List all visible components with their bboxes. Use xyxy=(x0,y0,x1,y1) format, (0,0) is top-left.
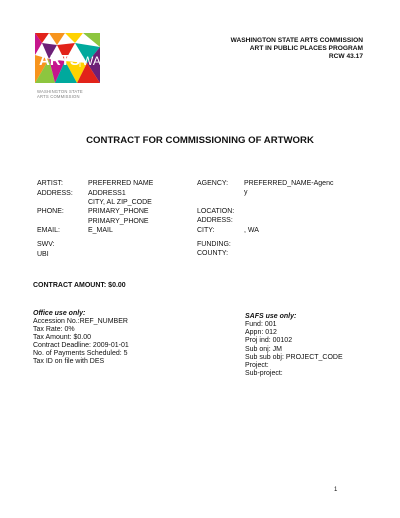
logo-caption-line2: ARTS COMMISSION xyxy=(37,94,80,99)
safs-line: Sub onj: JM xyxy=(245,346,282,353)
safs-line: Project: xyxy=(245,362,269,369)
contract-amount: CONTRACT AMOUNT: $0.00 xyxy=(33,282,126,289)
phone-label: PHONE: xyxy=(37,208,64,215)
phone-value-line2: PRIMARY_PHONE xyxy=(88,218,149,225)
email-value: E_MAIL xyxy=(88,227,113,234)
safs-line: Sub-project: xyxy=(245,370,283,377)
office-line: Tax Rate: 0% xyxy=(33,326,75,333)
artist-value: PREFERRED NAME xyxy=(88,180,154,187)
safs-line: Appn: 012 xyxy=(245,329,277,336)
address-value-line1: ADDRESS1 xyxy=(88,190,126,197)
office-line: Tax Amount: $0.00 xyxy=(33,334,91,341)
address-value-line2: CITY, AL ZIP_CODE xyxy=(88,199,152,206)
svg-text:ARTS: ARTS xyxy=(39,52,80,69)
svg-text:WA: WA xyxy=(82,54,100,68)
safs-line: Proj ind: 00102 xyxy=(245,337,293,344)
office-line: Accession No.:REF_NUMBER xyxy=(33,318,128,325)
logo-caption xyxy=(37,89,83,99)
agency-value-line2: y xyxy=(244,189,248,196)
address-label: ADDRESS: xyxy=(37,190,73,197)
city-label: CITY: xyxy=(197,227,215,234)
artist-label: ARTIST: xyxy=(37,180,63,187)
logo-caption-line1: WASHINGTON STATE xyxy=(37,89,83,94)
office-line: Tax ID on file with DES xyxy=(33,358,105,365)
header-line3: RCW 43.17 xyxy=(328,53,363,60)
page-number: 1 xyxy=(334,487,338,493)
phone-value-line1: PRIMARY_PHONE xyxy=(88,208,149,215)
page-title: CONTRACT FOR COMMISSIONING OF ARTWORK xyxy=(86,135,314,146)
city-value: , WA xyxy=(244,227,259,234)
location-address-label: ADDRESS: xyxy=(197,217,233,224)
safs-line: Sub sub obj: PROJECT_CODE xyxy=(245,354,343,361)
ubi-label: UBI xyxy=(37,251,49,258)
arts-wa-logo xyxy=(35,33,100,83)
funding-label: FUNDING: xyxy=(197,241,231,248)
safs-use-heading: SAFS use only: xyxy=(245,313,297,320)
header-line2: ART IN PUBLIC PLACES PROGRAM xyxy=(249,45,363,52)
agency-label: AGENCY: xyxy=(197,180,229,187)
safs-line: Fund: 001 xyxy=(245,321,277,328)
header-line1: WASHINGTON STATE ARTS COMMISSION xyxy=(230,37,363,44)
email-label: EMAIL: xyxy=(37,227,60,234)
county-label: COUNTY: xyxy=(197,250,229,257)
location-label: LOCATION: xyxy=(197,208,235,215)
office-line: Contract Deadline: 2009-01-01 xyxy=(33,342,129,349)
office-use-heading: Office use only: xyxy=(33,310,86,317)
swv-label: SWV: xyxy=(37,241,55,248)
office-line: No. of Payments Scheduled: 5 xyxy=(33,350,128,357)
agency-value-line1: PREFERRED_NAME-Agenc xyxy=(244,180,334,187)
